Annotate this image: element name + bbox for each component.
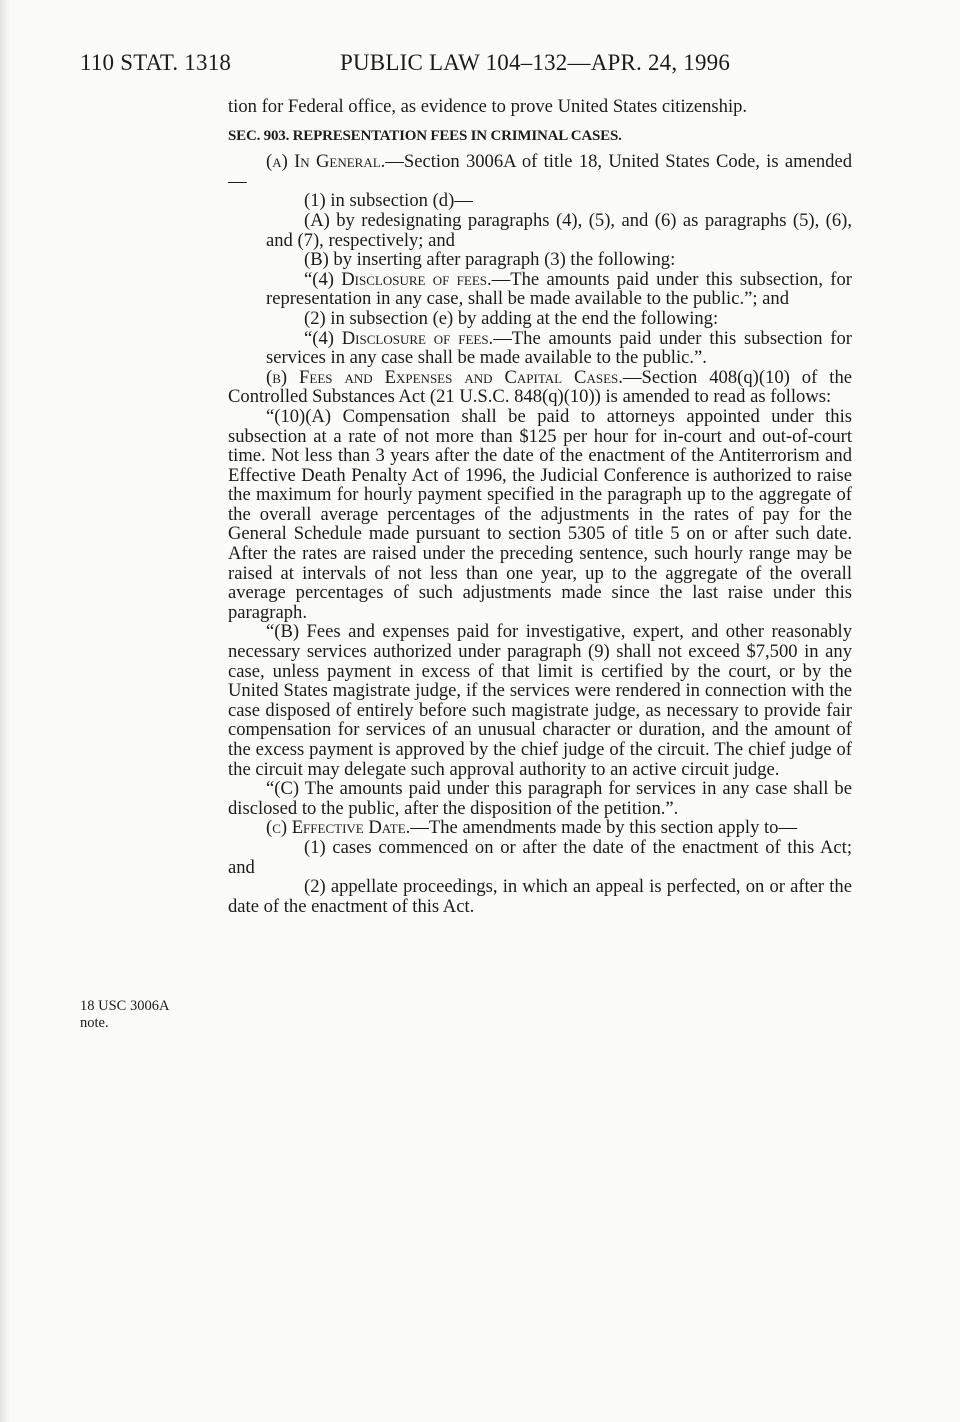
subsection-c-heading: (c) Effective Date. [266, 817, 411, 839]
quoted-paragraph-1-heading: “(4) Disclosure of fees. [304, 268, 492, 290]
margin-note-label: note. [80, 1015, 109, 1031]
subsection-c-text: —The amendments made by this section apply to— [410, 817, 798, 839]
quoted-paragraph-1 [228, 270, 852, 309]
paragraph-a2: (2) in subsection (e) by adding at the end the following: [304, 307, 719, 329]
paragraph-bB: “(B) Fees and expenses paid for investigative, expert, and other reasonably necessary services authorized under paragraph (9) shall not exceed $7,500 in any case, unless payment in excess of that limit is certified by the court, or by the United States magistrate judge, if the services were rendered in connection with the case disposed of entirely before such magistrate judge, as necessary to provide fair compensation for services of an unusual character or duration, and the amount of the excess payment is approved by the chief judge of the circuit. The chief judge of the circuit may delegate such approval authority to an active circuit judge. [228, 621, 852, 780]
paragraph-a1: (1) in subsection (d)— [304, 190, 473, 212]
subsection-b [228, 368, 852, 407]
subsection-b-text: —Section 408(q)(10) of the Controlled Substances Act (21 U.S.C. 848(q)(10)) is amended to read as follows: [228, 366, 852, 408]
quoted-paragraph-2-text: —The amounts paid under this subsection for services in any case shall be made available to the public.”. [266, 327, 852, 369]
statute-page-number: 110 STAT. 1318 [80, 50, 232, 75]
public-law-title: PUBLIC LAW 104–132—APR. 24, 1996 [340, 50, 731, 75]
subsection-a-heading: (a) In General. [266, 151, 386, 173]
paragraph-bC: “(C) The amounts paid under this paragraph for services in any case shall be disclosed to the public, after the disposition of the petition.”. [228, 778, 852, 819]
subparagraph-a1B: (B) by inserting after paragraph (3) the following: [304, 249, 676, 271]
section-heading: SEC. 903. REPRESENTATION FEES IN CRIMINAL CASES. [228, 127, 622, 144]
continued-paragraph: tion for Federal office, as evidence to prove United States citizenship. [228, 96, 748, 117]
quoted-paragraph-1-text: —The amounts paid under this subsection, for representation in any case, shall be made available to the public.”; and [266, 268, 852, 310]
subsection-a-text: —Section 3006A of title 18, United States Code, is amended— [228, 151, 852, 192]
quoted-paragraph-2 [228, 329, 852, 368]
margin-note [80, 998, 210, 1032]
subsection-b-heading: (b) Fees and Expenses and Capital Cases. [266, 366, 623, 388]
margin-note-citation: 18 USC 3006A [80, 998, 170, 1014]
paragraph-b10A: “(10)(A) Compensation shall be paid to attorneys appointed under this subsection at a rate of not more than $125 per hour for in-court and out-of-court time. Not less than 3 years after the date of the enactment of the Antiterrorism and Effective Death Penalty Act of 1996, the Judicial Conference is authorized to raise the maximum for hourly payment specified in the paragraph up to the aggregate of the overall average percentages of the adjustments in the rates of pay for the General Schedule made pursuant to section 5305 of title 5 on or after such date. After the rates are raised under the preceding sentence, such hourly range may be raised at intervals of not less than one year, up to the aggregate of the overall average percentages of such adjustments made since the last raise under this paragraph. [228, 405, 852, 623]
document-body [228, 97, 852, 916]
subparagraph-a1A: (A) by redesignating paragraphs (4), (5), and (6) as paragraphs (5), (6), and (7), respectively; and [266, 209, 852, 251]
subsection-c [228, 818, 852, 838]
quoted-paragraph-2-heading: “(4) Disclosure of fees. [304, 327, 494, 349]
page-edge-shadow [0, 0, 10, 1422]
subsection-a [228, 152, 852, 191]
paragraph-c1: (1) cases commenced on or after the date of the enactment of this Act; and [228, 836, 852, 878]
paragraph-c2: (2) appellate proceedings, in which an appeal is perfected, on or after the date of the enactment of this Act. [228, 876, 852, 917]
